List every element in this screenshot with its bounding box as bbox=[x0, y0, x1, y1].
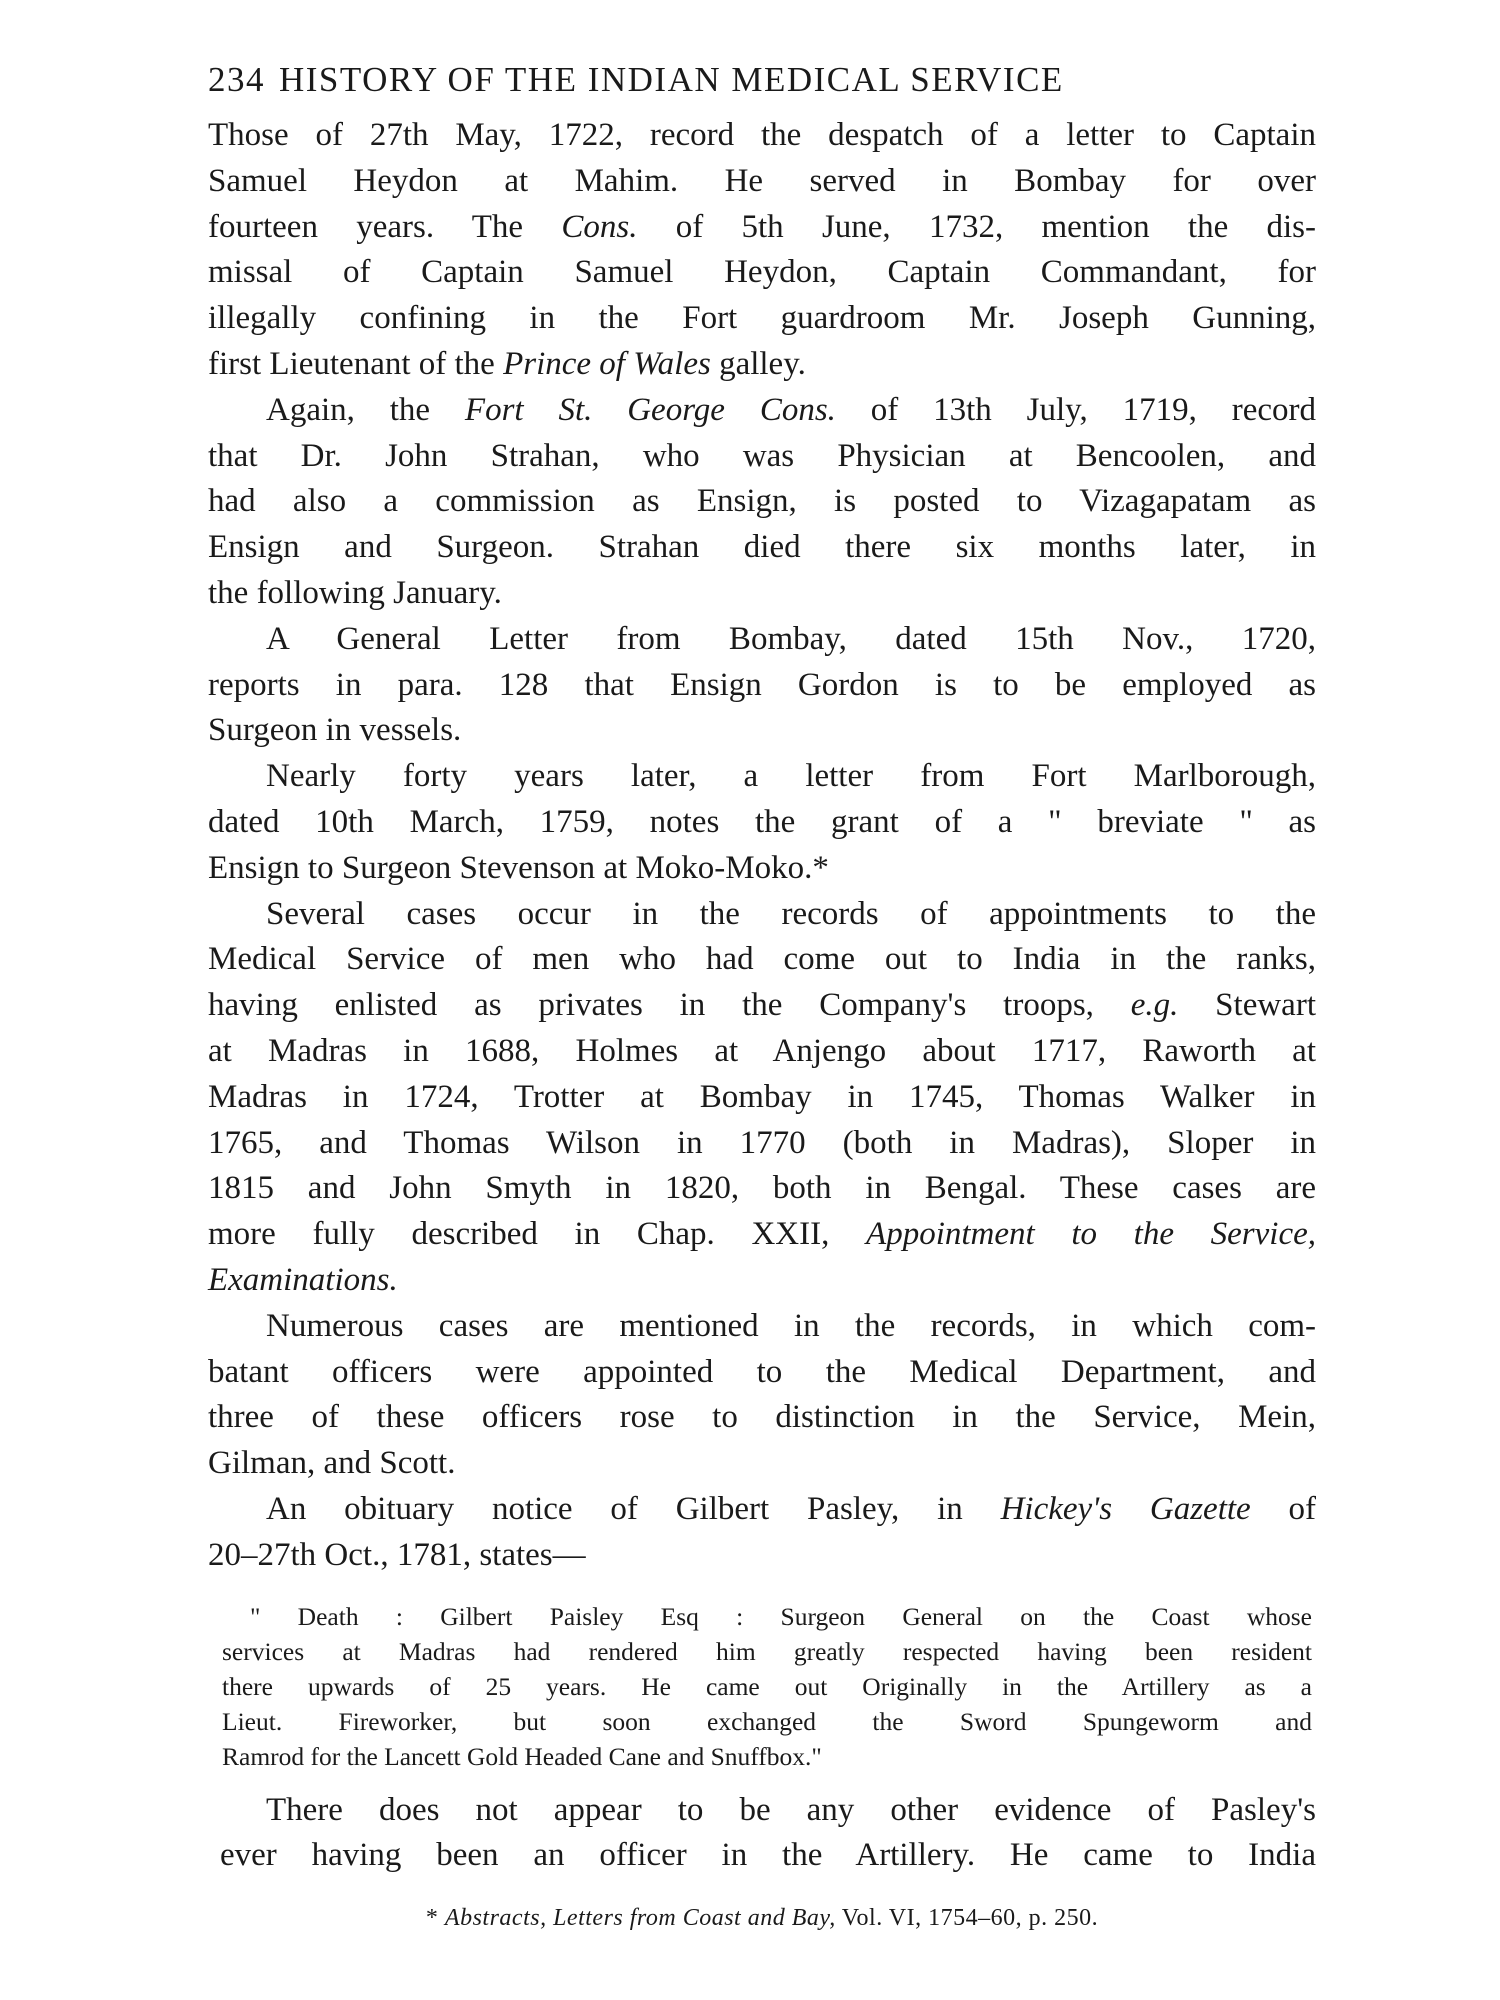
text-line: ever having been an officer in the Artillery. He came to India bbox=[220, 1837, 1316, 1874]
quote-line: Lieut. Fireworker, but soon exchanged the Sword Spungeworm and bbox=[222, 1706, 1312, 1736]
paragraph bbox=[208, 388, 1316, 617]
text-line: had also a commission as Ensign, is posted to Vizagapatam as bbox=[208, 483, 1316, 520]
paragraph bbox=[208, 754, 1316, 891]
block-quote bbox=[222, 1599, 1312, 1774]
text-line: 1815 and John Smyth in 1820, both in Bengal. These cases are bbox=[208, 1170, 1316, 1207]
text-line: 1765, and Thomas Wilson in 1770 (both in Madras), Sloper in bbox=[208, 1124, 1316, 1161]
quote-line: Ramrod for the Lancett Gold Headed Cane and Snuffbox." bbox=[222, 1741, 822, 1771]
text-line: Several cases occur in the records of appointments to the bbox=[266, 895, 1316, 932]
footnote-reference: Vol. VI, 1754–60, p. 250. bbox=[841, 1905, 1099, 1932]
text-line: Surgeon in vessels. bbox=[208, 712, 462, 749]
book-page bbox=[208, 62, 1316, 1932]
text-line: the following January. bbox=[208, 574, 502, 611]
quote-line: services at Madras had rendered him greatly respected having been resident bbox=[222, 1636, 1312, 1666]
text-line: having enlisted as privates in the Company's troops, e.g. Stewart bbox=[208, 987, 1316, 1024]
text-line: fourteen years. The Cons. of 5th June, 1732, mention the dis- bbox=[208, 208, 1316, 245]
text-line: reports in para. 128 that Ensign Gordon is to be employed as bbox=[208, 666, 1316, 703]
text-line: A General Letter from Bombay, dated 15th Nov., 1720, bbox=[266, 620, 1316, 657]
text-line: first Lieutenant of the Prince of Wales galley. bbox=[208, 345, 806, 382]
text-line: batant officers were appointed to the Medical Department, and bbox=[208, 1353, 1316, 1390]
text-line: Samuel Heydon at Mahim. He served in Bombay for over bbox=[208, 162, 1316, 199]
text-line: illegally confining in the Fort guardroom Mr. Joseph Gunning, bbox=[208, 300, 1316, 337]
closing-paragraph bbox=[208, 1788, 1316, 1880]
text-line: missal of Captain Samuel Heydon, Captain Commandant, for bbox=[208, 254, 1316, 291]
text-line: Examinations. bbox=[208, 1261, 398, 1298]
text-line: There does not appear to be any other evidence of Pasley's bbox=[266, 1791, 1316, 1828]
footnote-source: Abstracts, Letters from Coast and Bay, bbox=[444, 1905, 836, 1932]
paragraph bbox=[208, 1487, 1316, 1579]
text-line: 20–27th Oct., 1781, states— bbox=[208, 1536, 586, 1573]
paragraph bbox=[208, 617, 1316, 754]
text-line: at Madras in 1688, Holmes at Anjengo about 1717, Raworth at bbox=[208, 1032, 1316, 1069]
text-line: Ensign and Surgeon. Strahan died there six months later, in bbox=[208, 529, 1316, 566]
text-line: Ensign to Surgeon Stevenson at Moko-Moko.* bbox=[208, 849, 829, 886]
footnote bbox=[208, 1905, 1316, 1932]
text-line: more fully described in Chap. XXII, Appointment to the Service, bbox=[208, 1216, 1316, 1253]
running-header bbox=[208, 62, 1316, 97]
text-line: Again, the Fort St. George Cons. of 13th July, 1719, record bbox=[266, 391, 1316, 428]
text-line: Nearly forty years later, a letter from Fort Marlborough, bbox=[266, 758, 1316, 795]
body-text bbox=[208, 113, 1316, 1579]
text-line: Madras in 1724, Trotter at Bombay in 1745, Thomas Walker in bbox=[208, 1078, 1316, 1115]
text-line: Gilman, and Scott. bbox=[208, 1445, 456, 1482]
footnote-marker: * bbox=[425, 1905, 439, 1932]
text-line: that Dr. John Strahan, who was Physician at Bencoolen, and bbox=[208, 437, 1316, 474]
text-line: three of these officers rose to distinction in the Service, Mein, bbox=[208, 1399, 1316, 1436]
quote-line: there upwards of 25 years. He came out Originally in the Artillery as a bbox=[222, 1671, 1312, 1701]
running-title: HISTORY OF THE INDIAN MEDICAL SERVICE bbox=[279, 60, 1064, 99]
paragraph bbox=[208, 892, 1316, 1304]
text-line: Medical Service of men who had come out to India in the ranks, bbox=[208, 941, 1316, 978]
quote-line: " Death : Gilbert Paisley Esq : Surgeon General on the Coast whose bbox=[250, 1601, 1312, 1631]
paragraph bbox=[208, 113, 1316, 388]
text-line: An obituary notice of Gilbert Pasley, in Hickey's Gazette of bbox=[266, 1490, 1316, 1527]
paragraph bbox=[208, 1304, 1316, 1487]
page-number: 234 bbox=[208, 60, 265, 99]
text-line: dated 10th March, 1759, notes the grant of a " breviate " as bbox=[208, 803, 1316, 840]
text-line: Numerous cases are mentioned in the records, in which com- bbox=[266, 1307, 1316, 1344]
text-line: Those of 27th May, 1722, record the despatch of a letter to Captain bbox=[208, 117, 1316, 153]
